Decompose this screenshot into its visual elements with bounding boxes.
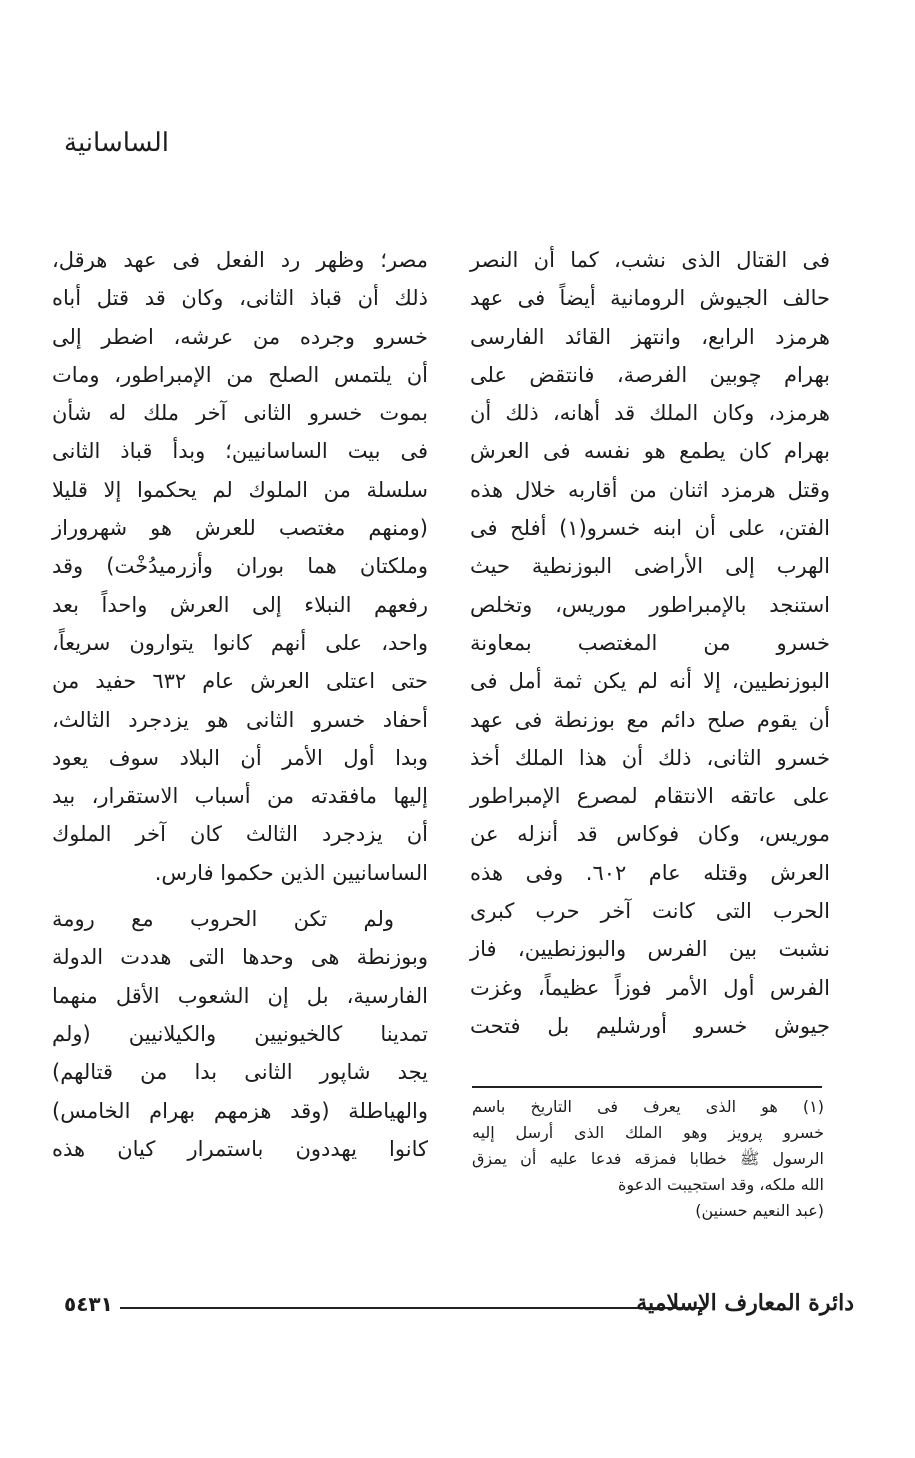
- text-line: واحد، على أنهم كانوا يتوارون سريعاً،: [52, 630, 428, 655]
- publication-title: دائرة المعارف الإسلامية: [636, 1290, 854, 1316]
- text-line: العرش وقتله عام ٦٠٢. وفى هذه: [470, 860, 830, 885]
- text-line: وبدا أول الأمر أن البلاد سوف يعود: [52, 745, 428, 770]
- right-column-paragraph: [470, 241, 830, 1045]
- page-footer: [64, 1290, 854, 1330]
- text-line: مصر؛ وظهر رد الفعل فى عهد هرقل،: [52, 248, 428, 272]
- text-line: الحرب التى كانت آخر حرب كبرى: [470, 899, 830, 924]
- footer-divider: [120, 1307, 704, 1309]
- text-line: استنجد بالإمبراطور موريس، وتخلص: [470, 592, 830, 617]
- text-line: والهياطلة (وقد هزمهم بهرام الخامس): [52, 1098, 428, 1123]
- text-line: البوزنطيين، إلا أنه لم يكن ثمة أمل فى: [470, 669, 830, 694]
- text-line: أحفاد خسرو الثانى هو يزدجرد الثالث،: [52, 707, 428, 732]
- text-line: نشبت بين الفرس والبوزنطيين، فاز: [470, 937, 830, 962]
- running-header: الساسانية: [64, 128, 169, 158]
- text-line: وملكتان هما بوران وأزرميدُخْت) وقد: [52, 554, 428, 579]
- left-column: [52, 241, 428, 1168]
- text-line: خسرو من المغتصب بمعاونة: [470, 630, 830, 655]
- page-number: ٥٤٣١: [64, 1292, 113, 1316]
- text-line: هرمزد، وكان الملك قد أهانه، ذلك أن: [470, 401, 830, 426]
- text-line: أن يقوم صلح دائم مع بوزنطة فى عهد: [470, 707, 830, 732]
- text-line: موريس، وكان فوكاس قد أنزله عن: [470, 822, 830, 847]
- text-line: خسرو وجرده من عرشه، اضطر إلى: [52, 324, 428, 349]
- left-column-paragraph-2: [52, 900, 428, 1168]
- text-line: بهرام كان يطمع هو نفسه فى العرش: [470, 439, 830, 464]
- text-line: الفرس أول الأمر فوزاً عظيماً، وغزت: [470, 975, 830, 1000]
- right-column: [470, 241, 830, 1045]
- text-line: حالف الجيوش الرومانية أيضاً فى عهد: [470, 286, 830, 311]
- text-line: الفتن، على أن ابنه خسرو(١) أفلح فى: [470, 516, 830, 541]
- footnote-line: خسرو پرويز وهو الملك الذى أرسل إليه: [472, 1123, 824, 1142]
- left-column-paragraph-1: [52, 241, 428, 892]
- text-line: سلسلة من الملوك لم يحكموا إلا قليلا: [52, 477, 428, 502]
- text-line: فى بيت الساسانيين؛ وبدأ قباذ الثانى: [52, 439, 428, 464]
- footnote-line: الرسول ﷺ خطابا فمزقه فدعا عليه أن يمزق: [472, 1149, 824, 1168]
- footnote-divider: [472, 1086, 822, 1088]
- text-line: وبوزنطة هى وحدها التى هددت الدولة: [52, 945, 428, 970]
- footnote-line: الله ملكه، وقد استجيبت الدعوة: [617, 1175, 824, 1194]
- text-line: على عاتقه الانتقام لمصرع الإمبراطور: [470, 784, 830, 809]
- text-line: تمدينا كالخيونيين والكيلانيين (ولم: [52, 1021, 428, 1046]
- text-line: هرمزد الرابع، وانتهز القائد الفارسى: [470, 324, 830, 349]
- text-line: يجد شاپور الثانى بدا من قتالهم): [52, 1060, 428, 1085]
- text-line: (ومنهم مغتصب للعرش هو شهروراز: [52, 516, 428, 541]
- text-line: إليها مافقدته من أسباب الاستقرار، بيد: [52, 784, 428, 809]
- text-line: فى القتال الذى نشب، كما أن النصر: [470, 248, 830, 272]
- text-line: الهرب إلى الأراضى البوزنطية حيث: [470, 554, 830, 579]
- text-line: أن يلتمس الصلح من الإمبراطور، ومات: [52, 362, 428, 387]
- text-line: كانوا يهددون باستمرار كيان هذه: [52, 1136, 428, 1161]
- footnote-signature: (عبد النعيم حسنين): [695, 1201, 824, 1220]
- text-line: رفعهم النبلاء إلى العرش واحداً بعد: [52, 592, 428, 617]
- text-line: الفارسية، بل إن الشعوب الأقل منهما: [52, 983, 428, 1008]
- footnote-line: (١) هو الذى يعرف فى التاريخ باسم: [472, 1097, 824, 1116]
- paragraph-gap: [52, 892, 428, 900]
- text-line: أن يزدجرد الثالث كان آخر الملوك: [52, 822, 428, 847]
- text-line: حتى اعتلى العرش عام ٦٣٢ حفيد من: [52, 669, 428, 694]
- text-line: خسرو الثانى، ذلك أن هذا الملك أخذ: [470, 745, 830, 770]
- text-line: بهرام چوبين الفرصة، فانتقض على: [470, 362, 830, 387]
- text-line: ذلك أن قباذ الثانى، وكان قد قتل أباه: [52, 286, 428, 311]
- text-line: بموت خسرو الثانى آخر ملك له شأن: [52, 401, 428, 426]
- text-line: جيوش خسرو أورشليم بل فتحت: [470, 1013, 830, 1038]
- text-line: الساسانيين الذين حكموا فارس.: [154, 860, 428, 885]
- text-line: ولم تكن الحروب مع رومة: [52, 907, 394, 932]
- footnotes: [472, 1094, 824, 1224]
- text-line: وقتل هرمزد اثنان من أقاربه خلال هذه: [470, 477, 830, 502]
